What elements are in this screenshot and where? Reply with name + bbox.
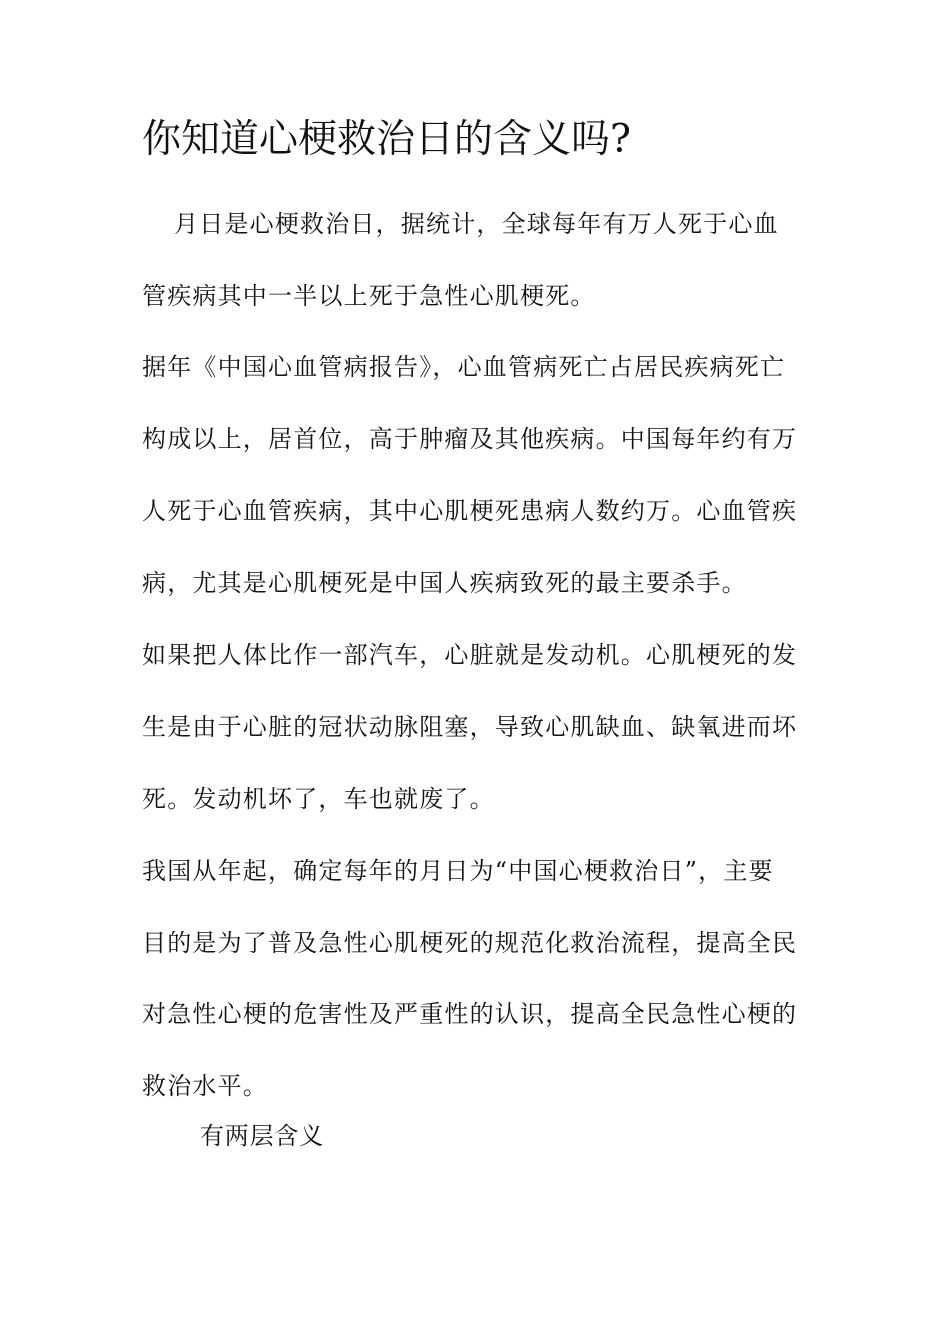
paragraph-line-2: 管疾病其中一半以上死于急性心肌梗死。	[142, 282, 596, 310]
paragraph-line-9: 死。发动机坏了，车也就废了。	[142, 785, 495, 813]
paragraph-line-8: 生是由于心脏的冠状动脉阻塞，导致心肌缺血、缺氧进而坏	[142, 713, 798, 741]
paragraph-line-7: 如果把人体比作一部汽车，心脏就是发动机。心肌梗死的发	[142, 641, 798, 669]
paragraph-line-13: 救治水平。	[142, 1072, 268, 1100]
paragraph-line-14: 有两层含义	[200, 1122, 324, 1150]
paragraph-line-3: 据年《中国心血管病报告》，心血管病死亡占居民疾病死亡	[142, 353, 786, 381]
paragraph-line-5: 人死于心血管疾病，其中心肌梗死患病人数约万。心血管疾	[142, 497, 798, 525]
paragraph-line-10: 我国从年起，确定每年的月日为“中国心梗救治日”，主要	[142, 857, 774, 885]
document-title: 你知道心梗救治日的含义吗?	[142, 117, 631, 162]
paragraph-line-1: 月日是心梗救治日，据统计，全球每年有万人死于心血	[174, 210, 779, 238]
paragraph-line-6: 病，尤其是心肌梗死是中国人疾病致死的最主要杀手。	[142, 569, 747, 597]
paragraph-line-4: 构成以上，居首位，高于肿瘤及其他疾病。中国每年约有万	[142, 425, 798, 453]
paragraph-line-11: 目的是为了普及急性心肌梗死的规范化救治流程，提高全民	[142, 929, 798, 957]
paragraph-line-12: 对急性心梗的危害性及严重性的认识，提高全民急性心梗的	[142, 1000, 798, 1028]
